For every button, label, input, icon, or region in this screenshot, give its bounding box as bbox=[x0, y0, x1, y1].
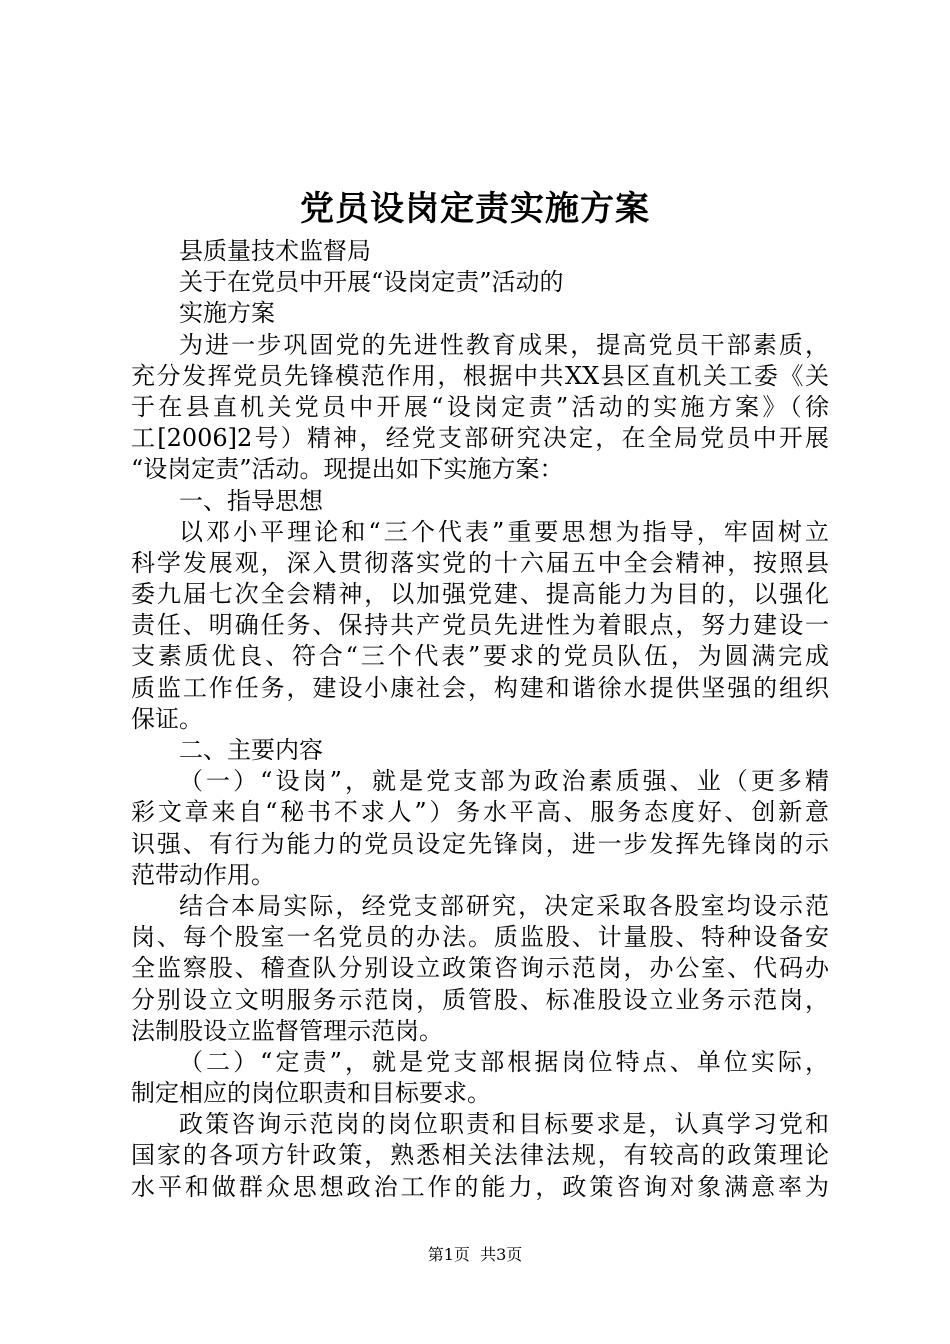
text-line: “设岗定责”活动。现提出如下实施方案： bbox=[131, 455, 564, 484]
text-line: 为进一步巩固党的先进性教育成果，提高党员干部素质， bbox=[179, 330, 829, 359]
text-line: 实施方案 bbox=[179, 299, 275, 328]
text-line: 保证。 bbox=[131, 704, 203, 733]
text-line: 支素质优良、符合“三个代表”要求的党员队伍，为圆满完成 bbox=[131, 642, 829, 671]
text-line: 质监工作任务，建设小康社会，构建和谐徐水提供坚强的组织 bbox=[131, 673, 829, 702]
document-title: 党员设岗定责实施方案 bbox=[300, 189, 650, 229]
section-heading: 一、指导思想 bbox=[179, 486, 323, 515]
text-line: 全监察股、稽查队分别设立政策咨询示范岗，办公室、代码办 bbox=[131, 954, 829, 983]
text-line: 水平和做群众思想政治工作的能力，政策咨询对象满意率为 bbox=[131, 1172, 829, 1201]
text-line: 分别设立文明服务示范岗，质管股、标准股设立业务示范岗， bbox=[131, 985, 829, 1014]
page-footer bbox=[0, 1243, 950, 1267]
text-line: 彩文章来自“秘书不求人”）务水平高、服务态度好、创新意 bbox=[131, 798, 829, 827]
text-line: 充分发挥党员先锋模范作用，根据中共XX县区直机关工委《关 bbox=[131, 361, 829, 390]
text-line: 国家的各项方针政策，熟悉相关法律法规，有较高的政策理论 bbox=[131, 1141, 829, 1170]
text-line: 责任、明确任务、保持共产党员先进性为着眼点，努力建设一 bbox=[131, 611, 829, 640]
text-line: 结合本局实际，经党支部研究，决定采取各股室均设示范 bbox=[179, 891, 829, 920]
text-line: 委九届七次全会精神，以加强党建、提高能力为目的，以强化 bbox=[131, 580, 829, 609]
text-line: 识强、有行为能力的党员设定先锋岗，进一步发挥先锋岗的示 bbox=[131, 829, 829, 858]
text-line: 县质量技术监督局 bbox=[179, 237, 371, 265]
text-line: 科学发展观，深入贯彻落实党的十六届五中全会精神，按照县 bbox=[131, 548, 829, 577]
section-heading: 二、主要内容 bbox=[179, 736, 323, 764]
text-line: 制定相应的岗位职责和目标要求。 bbox=[131, 1079, 491, 1108]
text-line: （一）“设岗”，就是党支部为政治素质强、业（更多精 bbox=[179, 767, 829, 796]
text-line: （二）“定责”，就是党支部根据岗位特点、单位实际， bbox=[179, 1047, 829, 1076]
text-line: 法制股设立监督管理示范岗。 bbox=[131, 1016, 443, 1045]
text-line: 范带动作用。 bbox=[131, 860, 275, 889]
text-line: 岗、每个股室一名党员的办法。质监股、计量股、特种设备安 bbox=[131, 923, 829, 952]
document-body bbox=[131, 236, 829, 1203]
text-line: 于在县直机关党员中开展“设岗定责”活动的实施方案》（徐 bbox=[131, 392, 829, 421]
text-line: 工[2006]2号）精神，经党支部研究决定，在全局党员中开展 bbox=[131, 424, 829, 453]
text-line: 以邓小平理论和“三个代表”重要思想为指导，牢固树立 bbox=[179, 517, 829, 546]
text-line: 关于在党员中开展“设岗定责”活动的 bbox=[179, 268, 564, 297]
page-number: 第1页 共3页 bbox=[427, 1245, 523, 1264]
text-line: 政策咨询示范岗的岗位职责和目标要求是，认真学习党和 bbox=[179, 1110, 829, 1139]
